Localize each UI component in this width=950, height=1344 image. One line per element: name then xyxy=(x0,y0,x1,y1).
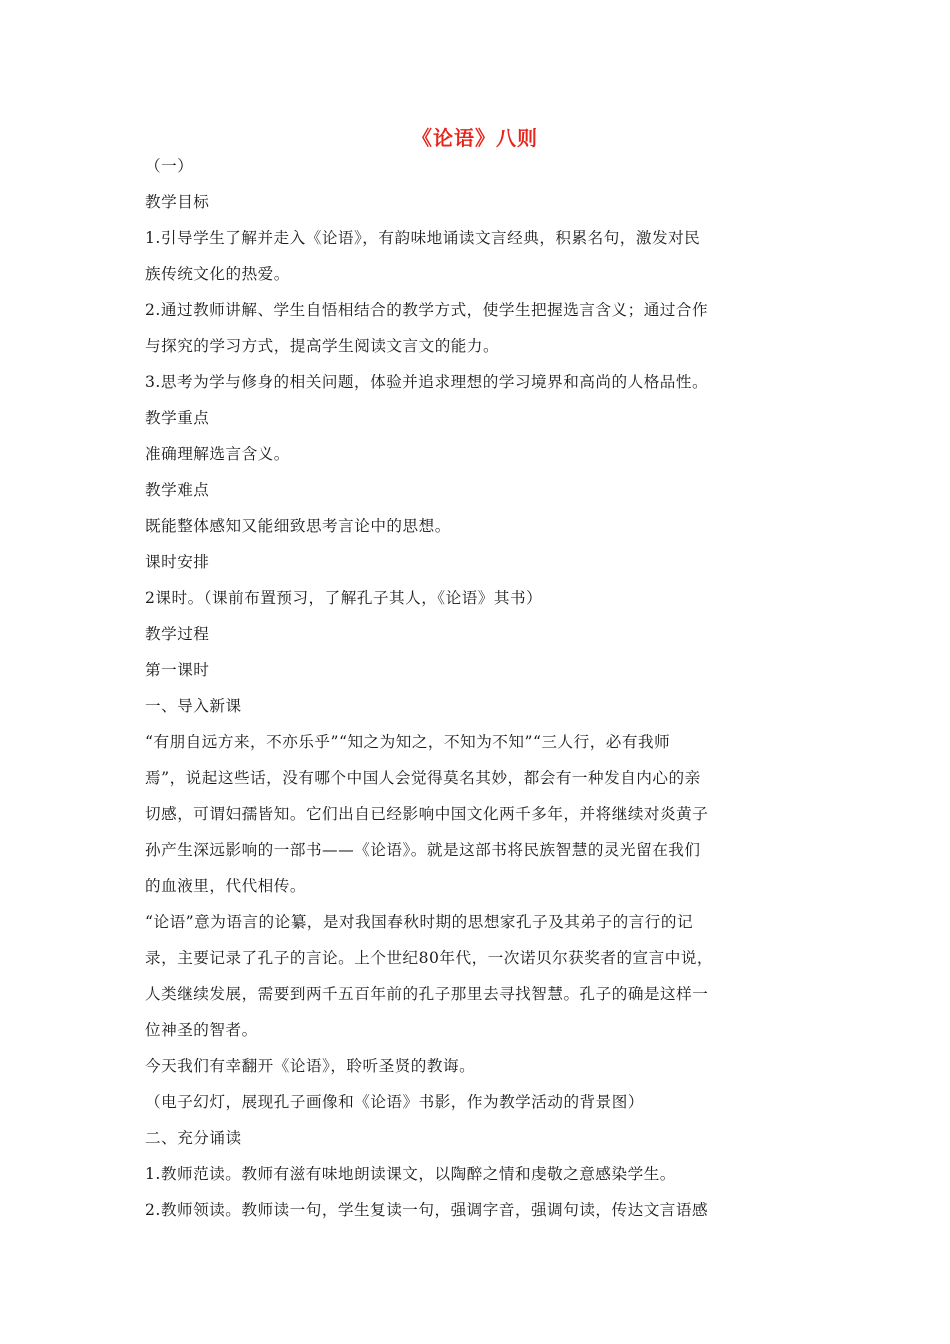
section-heading: 教学难点 xyxy=(145,481,210,499)
text-line: 2课时。（课前布置预习，了解孔子其人，《论语》其书） xyxy=(145,589,543,607)
section-heading: 教学目标 xyxy=(145,193,210,211)
text-line: （一） xyxy=(145,157,194,175)
section-heading: 课时安排 xyxy=(145,553,210,571)
text-line: 3.思考为学与修身的相关问题，体验并追求理想的学习境界和高尚的人格品性。 xyxy=(145,373,709,391)
section-heading: 二、充分诵读 xyxy=(145,1129,242,1147)
text-line: 孙产生深远影响的一部书——《论语》。就是这部书将民族智慧的灵光留在我们 xyxy=(145,841,701,859)
text-line: 既能整体感知又能细致思考言论中的思想。 xyxy=(145,517,451,535)
text-line: 族传统文化的热爱。 xyxy=(145,265,290,283)
text-line: 的血液里，代代相传。 xyxy=(145,877,306,895)
section-heading: 第一课时 xyxy=(145,661,210,679)
section-heading: 教学过程 xyxy=(145,625,210,643)
text-line: （电子幻灯，展现孔子画像和《论语》书影，作为教学活动的背景图） xyxy=(145,1093,644,1111)
section-heading: 教学重点 xyxy=(145,409,210,427)
text-line: “有朋自远方来，不亦乐乎”“知之为知之，不知为不知”“三人行，必有我师 xyxy=(145,733,671,751)
text-line: 人类继续发展，需要到两千五百年前的孔子那里去寻找智慧。孔子的确是这样一 xyxy=(145,985,709,1003)
text-line: 1.引导学生了解并走入《论语》，有韵味地诵读文言经典，积累名句，激发对民 xyxy=(145,229,701,247)
section-heading: 一、导入新课 xyxy=(145,697,242,715)
text-line: 2.通过教师讲解、学生自悟相结合的教学方式，使学生把握选言含义；通过合作 xyxy=(145,301,709,319)
document-body xyxy=(145,148,733,1228)
text-line: 与探究的学习方式，提高学生阅读文言文的能力。 xyxy=(145,337,500,355)
text-line: 位神圣的智者。 xyxy=(145,1021,258,1039)
document-title: 《论语》八则 xyxy=(412,126,538,150)
text-line: “论语”意为语言的论纂，是对我国春秋时期的思想家孔子及其弟子的言行的记 xyxy=(145,913,694,931)
text-line: 2.教师领读。教师读一句，学生复读一句，强调字音，强调句读，传达文言语感 xyxy=(145,1201,709,1219)
text-line: 今天我们有幸翻开《论语》，聆听圣贤的教诲。 xyxy=(145,1057,476,1075)
text-line: 准确理解选言含义。 xyxy=(145,445,290,463)
text-line: 录，主要记录了孔子的言论。上个世纪80年代，一次诺贝尔获奖者的宣言中说， xyxy=(145,949,714,967)
text-line: 1.教师范读。教师有滋有味地朗读课文，以陶醉之情和虔敬之意感染学生。 xyxy=(145,1165,676,1183)
text-line: 切感，可谓妇孺皆知。它们出自已经影响中国文化两千多年，并将继续对炎黄子 xyxy=(145,805,709,823)
text-line: 焉”，说起这些话，没有哪个中国人会觉得莫名其妙，都会有一种发自内心的亲 xyxy=(145,769,701,787)
